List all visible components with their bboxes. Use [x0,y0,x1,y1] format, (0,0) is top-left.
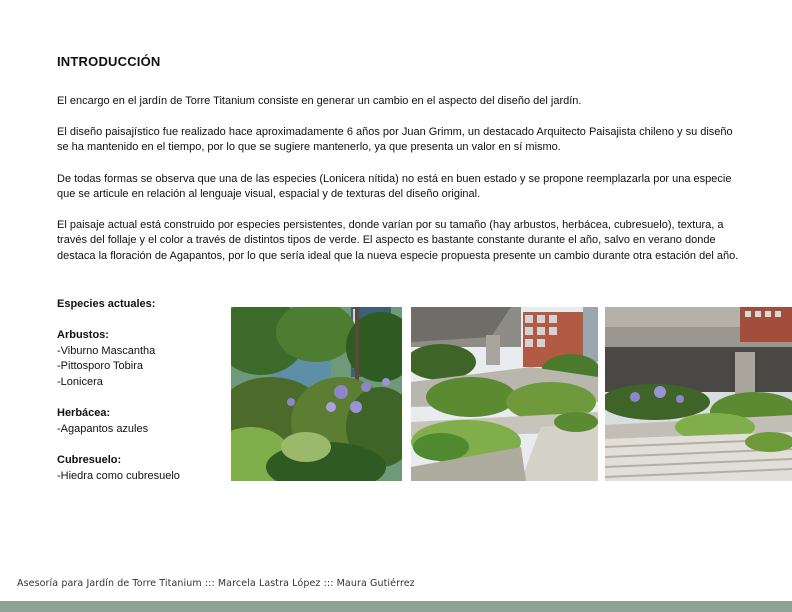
species-list [57,297,227,484]
garden-photo-2 [411,307,598,481]
intro-paragraph-1: El encargo en el jardín de Torre Titanium consiste en generar un cambio en el aspecto del diseño del jardín. [57,95,582,107]
list-item: -Hiedra como cubresuelo [57,469,180,482]
footer-bar [0,601,792,612]
herbacea-label: Herbácea: [57,407,111,420]
list-item: -Viburno Mascantha [57,344,156,357]
arbustos-label: Arbustos: [57,329,109,342]
intro-paragraph-4: El paisaje actual está construido por especies persistentes, donde varían por su tamaño (hay arbustos, herbácea, cubresuelo), textura, a través del follaje y el color a través de distintos tipos de verde. El aspecto es bastante constante durante el año, salvo en verano donde destaca la floración de Agapantos, por lo que sería ideal que la nueva especie propuesta presente un cambio durante otra estación del año. [57,219,739,262]
footer-credits: Asesoría para Jardín de Torre Titanium ::: Marcela Lastra López ::: Maura Gutiérrez [17,578,415,589]
intro-paragraph-2: El diseño paisajístico fue realizado hace aproximadamente 6 años por Juan Grimm, un destacado Arquitecto Paisajista chileno y su diseño se ha mantenido en el tiempo, por lo que se sugiere mantenerlo, ya que presenta un valor en sí mismo. [57,126,733,154]
list-item: -Pittosporo Tobira [57,360,144,373]
species-heading: Especies actuales: [57,298,156,310]
garden-photo-3 [605,307,792,481]
list-item: -Agapantos azules [57,422,149,435]
cubresuelo-label: Cubresuelo: [57,453,122,466]
list-item: -Lonicera [57,375,103,388]
garden-photo-1 [231,307,402,481]
page-title: INTRODUCCIÓN [57,54,161,69]
intro-paragraph-3: De todas formas se observa que una de las especies (Lonicera nítida) no está en buen estado y se propone reemplazarla por una especie que se articule en relación al lenguaje visual, espacial y de texturas del diseño original. [57,173,732,201]
